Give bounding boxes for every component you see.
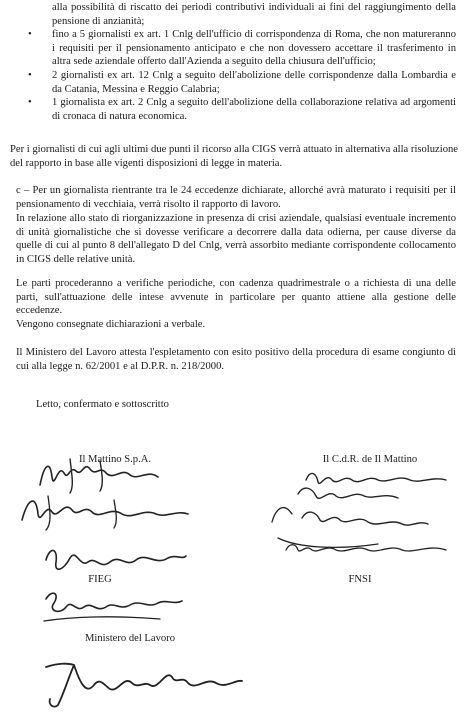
signature-mattino-2: [18, 490, 198, 532]
signatory-cdr: Il C.d.R. de Il Mattino: [322, 454, 418, 465]
paragraph-verifiche: Le parti procederanno a verifiche periodiche, con cadenza quadrimestrale o a richiesta di una delle parti, sull'attuazione delle intese avvenute in particolare per quanto attiene alla gestione delle eccedenze.: [16, 278, 456, 317]
list-item-text: 2 giornalisti ex art. 12 Cnlg a seguito dell'abolizione delle corrispondenze dalla Lombardia e da Catania, Messina e Reggio Calabria;: [52, 69, 456, 95]
bullet-marker: •: [28, 29, 32, 41]
list-item-text: 1 giornalista ex art. 2 Cnlg a seguito dell'abolizione della collaborazione relativa ad argomenti di cronaca di natura economica.: [52, 97, 456, 122]
letto-line: Letto, confermato e sottoscritto: [36, 399, 169, 410]
paragraph-riorganizzazione: In relazione allo stato di riorganizzazione in presenza di crisi aziendale, qualsiasi eventuale incremento di unità giornalistiche che si dovesse verificare a decorrere dalla data odierna, per cause diverse da quelle di cui al punto 8 dell'allegato D del Cnlg, verrà assorbito mediante corrispondente collocamento in CIGS delle relative unità.: [16, 213, 456, 265]
list-item: [28, 69, 456, 96]
bullet-marker: •: [28, 69, 32, 81]
signature-fieg-1: [40, 540, 190, 580]
signatory-fieg: FIEG: [88, 574, 112, 585]
paragraph-ministero: Il Ministero del Lavoro attesta l'espletamento con esito positivo della procedura di esame congiunto di cui alla legge n. 62/2001 e al D.P.R. n. 218/2000.: [16, 347, 456, 372]
paragraph-point-c: c – Per un giornalista rientrante tra le 24 eccedenze dichiarate, allorché avrà maturato i requisiti per il pensionamento di vecchiaia, verrà risolto il rapporto di lavoro.: [16, 185, 456, 210]
signature-fnsi: [282, 530, 462, 560]
bullet-marker: •: [28, 97, 32, 109]
signature-mattino-1: [30, 455, 190, 495]
signatory-fnsi: FNSI: [348, 574, 372, 585]
signature-ministero: [38, 655, 248, 710]
bullet-list: [28, 1, 456, 123]
signatory-ministero: Ministero del Lavoro: [84, 633, 176, 644]
signature-fieg-2: [40, 585, 190, 625]
list-item: [28, 28, 456, 69]
list-item-text: alla possibilità di riscatto dei periodi contributivi individuali ai fini del raggiungimento della pensione di anzianità;: [52, 2, 456, 27]
paragraph-verbale: Vengono consegnate dichiarazioni a verbale.: [16, 319, 206, 330]
list-item: [28, 96, 456, 123]
signatory-mattino: Il Mattino S.p.A.: [78, 454, 152, 465]
list-item: [28, 1, 456, 28]
paragraph-cigs: Per i giornalisti di cui agli ultimi due punti il ricorso alla CIGS verrà attuato in alternativa alla risoluzione del rapporto in base alle vigenti disposizioni di legge in materia.: [10, 144, 458, 169]
list-item-text: fino a 5 giornalisti ex art. 1 Cnlg dell'ufficio di corrispondenza di Roma, che non matureranno i requisiti per il pensionamento anticipato e che non dovessero accettare il trasferimento in altra sede aziendale offerto dall'Azienda a seguito della chiusura dell'ufficio;: [52, 29, 456, 68]
